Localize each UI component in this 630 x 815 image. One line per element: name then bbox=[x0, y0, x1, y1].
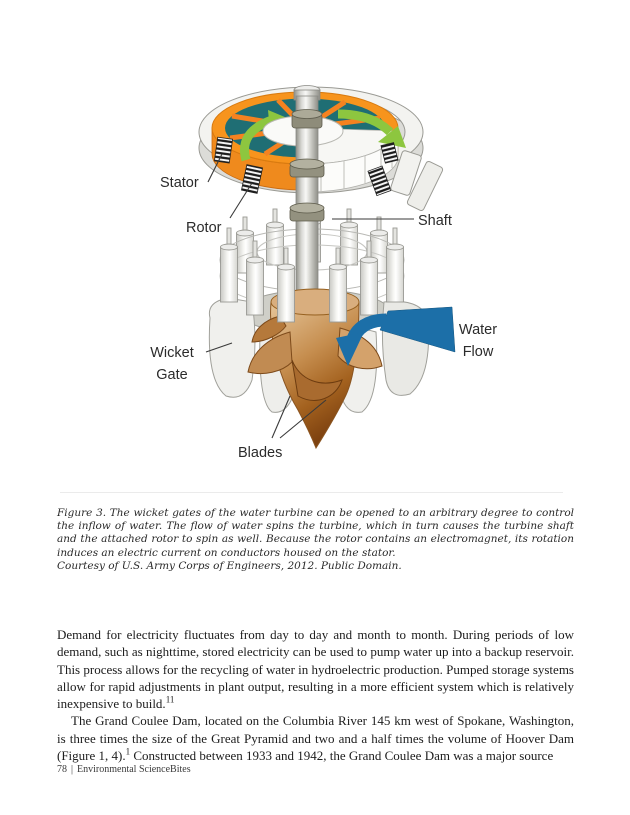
label-water-flow-line1: Water bbox=[458, 322, 498, 338]
paragraph-1-text: Demand for electricity fluctuates from day to day and month to month. During periods of low demand, such as nighttime, stored electricity can be used to pump water up into a backup reservoir. This process allows for the recycling of water in hydroelectric production. Pumped storage systems allow for rapid adjustments in plant output, resulting in a more efficient system which is relatively inexpensive to build. bbox=[57, 627, 574, 712]
paragraph-2-text-after: Constructed between 1933 and 1942, the Grand Coulee Dam was a major source bbox=[130, 748, 554, 764]
citation-superscript-11: 11 bbox=[165, 694, 175, 705]
shaft-assembly bbox=[290, 86, 324, 313]
label-wicket-gate-line2: Gate bbox=[156, 367, 188, 383]
footer-separator: | bbox=[71, 764, 74, 775]
label-rotor: Rotor bbox=[186, 220, 222, 236]
figure-caption-courtesy: Courtesy of U.S. Army Corps of Engineers, 2012. Public Domain. bbox=[57, 559, 402, 572]
turbine-diagram bbox=[140, 80, 530, 470]
body-text bbox=[57, 626, 574, 764]
label-stator: Stator bbox=[160, 175, 199, 191]
footer-page-number: 78 bbox=[57, 764, 67, 775]
figure-water-turbine bbox=[140, 80, 530, 470]
rotor-stator-assembly bbox=[199, 87, 444, 212]
figure-caption-text: Figure 3. The wicket gates of the water turbine can be opened to an arbitrary degree to control the inflow of water. The flow of water spins the turbine, which in turn causes the turbine shaft and the attached rotor to spin as well. Because the rotor contains an electromagnet, its rotation induces an electric current on conductors housed on the stator. bbox=[57, 507, 574, 559]
paragraph-2-text-before: The Grand Coulee Dam, located on the Columbia River 145 km west of Spokane, Washington, is three times the size of the Great Pyramid and two and a half times the volume of Hoover Dam (Figure 1, 4). bbox=[57, 713, 574, 764]
shaft-collar-upper bbox=[290, 159, 324, 177]
shaft-collar-lower bbox=[290, 203, 324, 221]
label-shaft: Shaft bbox=[418, 213, 452, 229]
citation-superscript-1: 1 bbox=[125, 746, 131, 757]
page-footer bbox=[57, 764, 191, 775]
caption-divider bbox=[60, 492, 563, 493]
rotor-leader-line bbox=[230, 183, 252, 218]
label-wicket-gate-line1: Wicket bbox=[150, 345, 194, 361]
label-blades: Blades bbox=[238, 445, 283, 461]
figure-caption bbox=[57, 507, 574, 573]
label-water-flow-line2: Flow bbox=[462, 344, 494, 360]
shaft-collar-hub bbox=[292, 110, 322, 129]
body-paragraph-2 bbox=[57, 712, 574, 764]
footer-book-title: Environmental ScienceBites bbox=[77, 764, 191, 775]
body-paragraph-1 bbox=[57, 626, 574, 712]
